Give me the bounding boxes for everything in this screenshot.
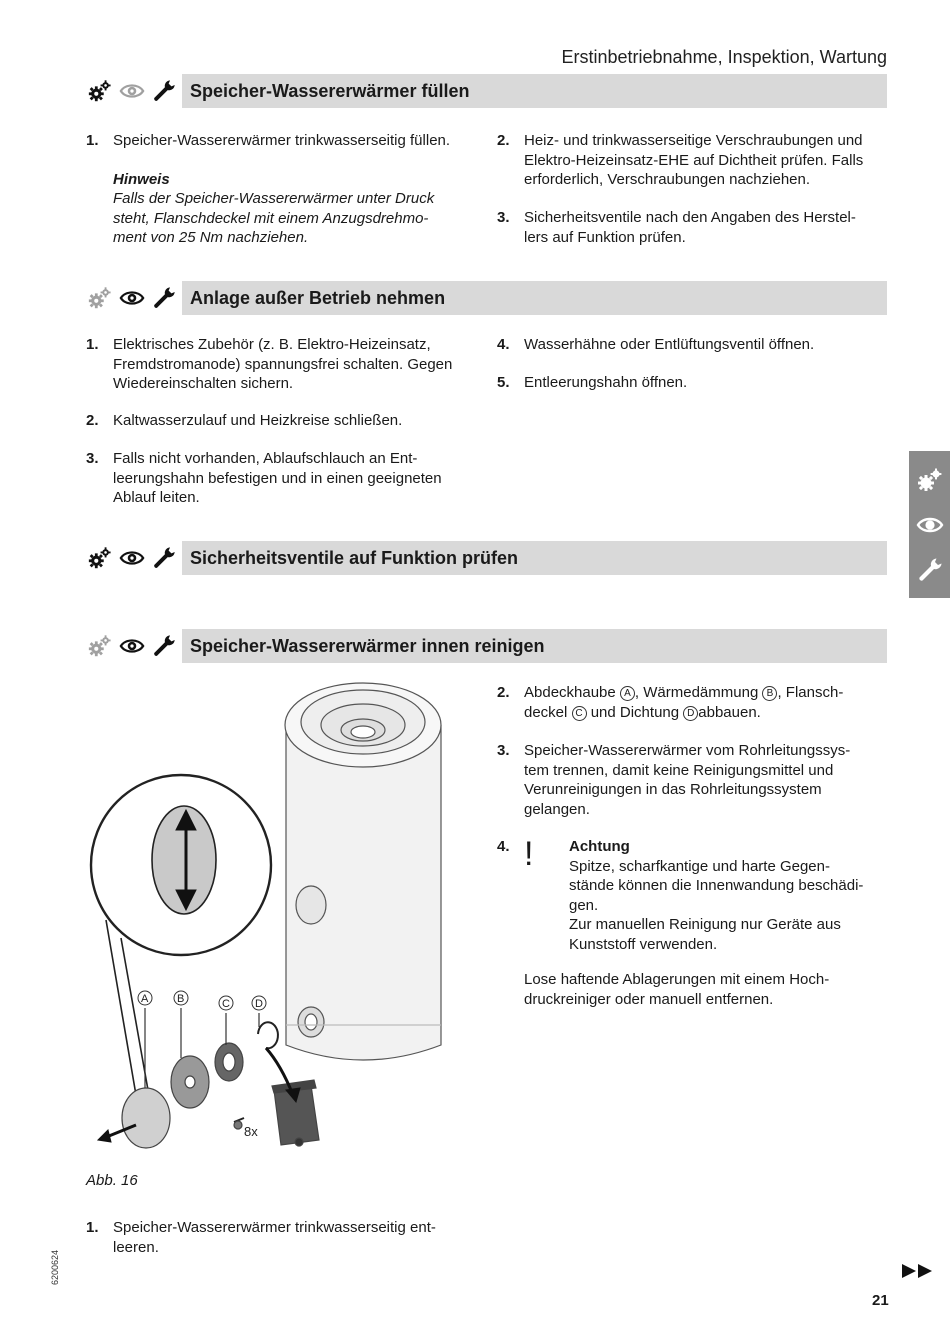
- s2-step-4: 4. Wasserhähne oder Entlüftungsventil öffnen.: [497, 336, 815, 353]
- s1-step-3: 3. Sicherheitsventile nach den Angaben des Herstel- lers auf Funktion prüfen.: [497, 209, 856, 246]
- wrench-icon: [916, 556, 944, 584]
- section-title: Speicher-Wassererwärmer füllen: [182, 74, 887, 108]
- figure-caption: Abb. 16: [86, 1172, 138, 1189]
- s1-step-2: 2. Heiz- und trinkwasserseitige Verschraubungen und Elektro-Heizeinsatz-EHE auf Dichtheit prüfen. Falls erforderlich, Verschraubungen nachziehen.: [497, 132, 864, 188]
- figure-label-c: C: [222, 998, 230, 1010]
- running-header: Erstinbetriebnahme, Inspektion, Wartung: [561, 47, 887, 67]
- figure-label-d: D: [255, 998, 263, 1010]
- eye-icon: [118, 74, 146, 108]
- warning-exclamation: !: [524, 835, 534, 873]
- s1-step-1: 1. Speicher-Wassererwärmer trinkwasserseitig füllen. Hinweis Falls der Speicher-Wassererwärmer unter Druck steht, Flanschdeckel mit einem Anzugsdrehmo- ment von 25 Nm nachziehen.: [86, 131, 486, 248]
- document-number: 6200624: [50, 1249, 60, 1285]
- wrench-icon: [150, 629, 178, 663]
- hint-heading: Hinweis: [113, 170, 170, 188]
- figure-count-label: 8x: [244, 1124, 258, 1139]
- eye-icon: [118, 541, 146, 575]
- circled-c: C: [572, 706, 587, 721]
- wrench-icon: [150, 74, 178, 108]
- s4-step-4: 4. ! Achtung Spitze, scharfkantige und harte Gegen- stände können die Innenwandung beschädi- gen. Zur manuellen Reinigung nur Geräte aus Kunststoff verwenden.: [497, 837, 897, 954]
- wrench-icon: [150, 281, 178, 315]
- section-title: Sicherheitsventile auf Funktion prüfen: [182, 541, 887, 575]
- gears-icon: [86, 629, 114, 663]
- gears-icon: [86, 74, 114, 108]
- s2-step-1: 1. Elektrisches Zubehör (z. B. Elektro-Heizeinsatz, Fremdstromanode) spannungsfrei schalten. Gegen Wiedereinschalten sichern.: [86, 336, 453, 392]
- circled-b: B: [762, 686, 777, 701]
- eye-icon: [118, 629, 146, 663]
- page-number: 21: [872, 1292, 889, 1309]
- section-bar-fill: [86, 74, 887, 108]
- gears-icon: [86, 541, 114, 575]
- figure-label-b: B: [177, 993, 185, 1005]
- figure-label-a: A: [141, 993, 149, 1005]
- section-title: Anlage außer Betrieb nehmen: [182, 281, 887, 315]
- gears-icon: [86, 281, 114, 315]
- wrench-icon: [150, 541, 178, 575]
- next-page-arrows-icon: [902, 1262, 934, 1280]
- s2-step-5: 5. Entleerungshahn öffnen.: [497, 374, 688, 391]
- section-bar-safety-valves: [86, 541, 887, 575]
- warning-heading: Achtung: [569, 838, 630, 855]
- section-title: Speicher-Wassererwärmer innen reinigen: [182, 629, 887, 663]
- eye-icon: [916, 511, 944, 539]
- hint-line: Falls der Speicher-Wassererwärmer unter Druck: [113, 190, 435, 207]
- s4-step-2: 2. Abdeckhaube A , Wärmedämmung B , Flansch- deckel C und Dichtung D abbauen.: [497, 684, 844, 721]
- s2-step-3: 3. Falls nicht vorhanden, Ablaufschlauch an Ent- leerungshahn befestigen und in einen geeigneten Ablauf leiten.: [86, 450, 442, 506]
- s2-step-2: 2. Kaltwasserzulauf und Heizkreise schließen.: [86, 412, 403, 429]
- section-bar-shutdown: [86, 281, 887, 315]
- s4-after-text: Lose haftende Ablagerungen mit einem Hoch- druckreiniger oder manuell entfernen.: [524, 971, 830, 1008]
- s4-step-1: 1. Speicher-Wassererwärmer trinkwasserseitig ent- leeren.: [86, 1219, 436, 1256]
- eye-icon: [118, 281, 146, 315]
- circled-d: D: [683, 706, 698, 721]
- s4-step-3: 3. Speicher-Wassererwärmer vom Rohrleitungssys- tem trennen, damit keine Reinigungsmittel und Verunreinigungen in das Rohrleitungssystem gelangen.: [497, 742, 851, 818]
- hint-line: steht, Flanschdeckel mit einem Anzugsdrehmo-: [113, 209, 429, 227]
- section-bar-cleaning: [86, 629, 887, 663]
- figure-tank-disassembly: [86, 670, 466, 1170]
- circled-a: A: [620, 686, 635, 701]
- hint-line: ment von 25 Nm nachziehen.: [113, 229, 309, 246]
- chapter-side-tab: [909, 451, 950, 598]
- gears-icon: [916, 466, 944, 494]
